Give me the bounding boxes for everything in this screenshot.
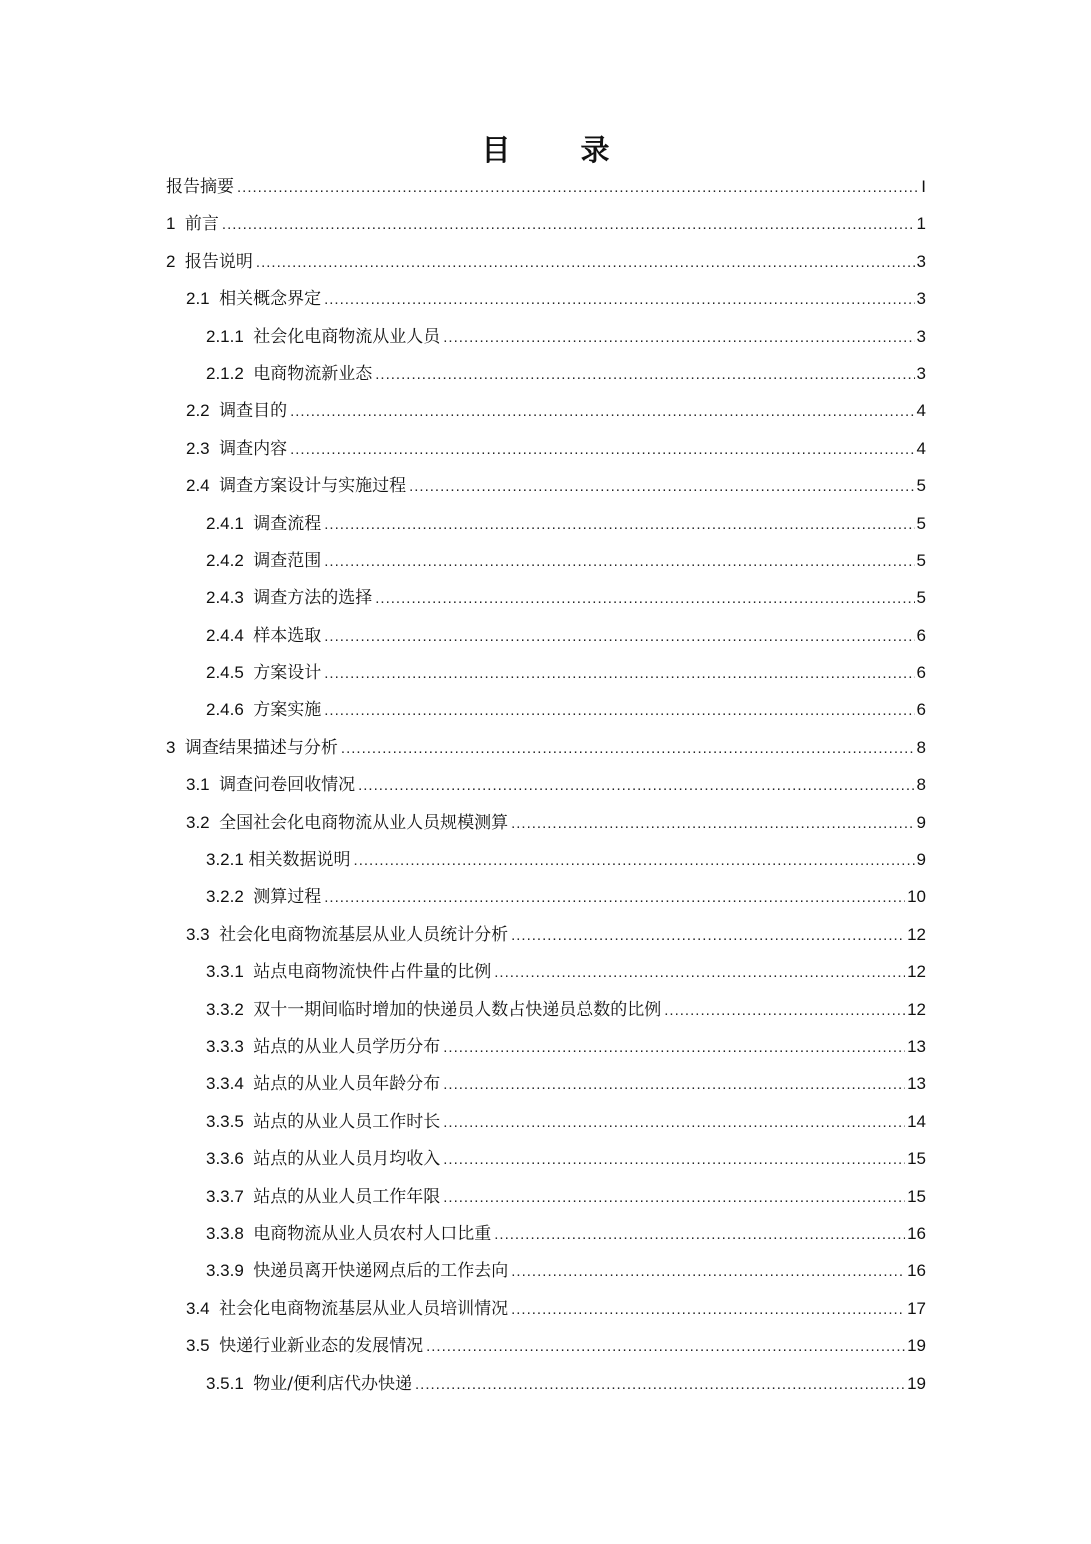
toc-entry-number: 3.3.3: [206, 1036, 254, 1056]
toc-entry-row: [166, 243, 1091, 281]
toc-entry-row: [186, 804, 1091, 842]
toc-entry-row: [206, 691, 1091, 729]
toc-title: 目 录: [481, 133, 640, 167]
toc-entry-title: 调查目的: [219, 401, 288, 422]
toc-entry-page-number: 5: [916, 588, 926, 608]
toc-entry-title: 方案设计: [253, 663, 322, 684]
toc-list: [0, 168, 1091, 1402]
toc-entry-number: 2.1.2: [206, 363, 254, 383]
toc-entry-number: 3.2.2: [206, 887, 254, 907]
toc-entry-page-number: 8: [916, 775, 926, 795]
toc-entry-number: 3.5.1: [206, 1373, 254, 1393]
toc-entry[interactable]: [0, 1065, 1091, 1102]
toc-entry-title: 调查流程: [253, 513, 322, 534]
toc-entry-row: [206, 991, 1091, 1029]
toc-entry-number: 2.4.6: [206, 700, 254, 720]
dot-leader: [494, 954, 905, 991]
toc-entry-title: 调查结果描述与分析: [184, 737, 338, 758]
toc-entry-page-number: 5: [916, 513, 926, 533]
toc-entry-row: [206, 1103, 1091, 1141]
toc-entry[interactable]: [0, 430, 1091, 467]
toc-entry-row: [166, 729, 1091, 767]
dot-leader: [324, 655, 914, 692]
toc-entry-number: 3.3: [186, 924, 220, 944]
toc-entry-row: [166, 205, 1091, 243]
toc-entry[interactable]: [0, 654, 1091, 691]
dot-leader: [222, 206, 915, 243]
toc-entry[interactable]: [0, 505, 1091, 542]
toc-entry-row: [186, 916, 1091, 954]
toc-entry[interactable]: [0, 1215, 1091, 1252]
toc-entry-title: 报告说明: [184, 251, 253, 272]
dot-leader: [443, 1029, 905, 1066]
toc-entry-title: 相关概念界定: [219, 289, 322, 310]
dot-leader: [443, 319, 914, 356]
toc-entry[interactable]: [0, 318, 1091, 355]
toc-entry-page-number: 9: [916, 812, 926, 832]
toc-entry-page-number: 12: [907, 962, 926, 982]
toc-entry[interactable]: [0, 579, 1091, 616]
toc-entry-page-number: 5: [916, 550, 926, 570]
toc-entry-number: 2.4.1: [206, 513, 254, 533]
toc-entry-number: 2.4.5: [206, 663, 254, 683]
toc-entry-title: 报告摘要: [166, 177, 234, 197]
toc-entry[interactable]: [0, 1140, 1091, 1177]
toc-entry-number: 2.4.4: [206, 625, 254, 645]
toc-entry-page-number: 6: [916, 663, 926, 683]
toc-entry-page-number: 12: [907, 924, 926, 944]
toc-entry-title: 双十一期间临时增加的快递员人数占快递员总数的比例: [253, 999, 662, 1020]
toc-entry-row: [206, 841, 1091, 879]
toc-entry-title: 社会化电商物流从业人员: [253, 326, 441, 347]
dot-leader: [375, 580, 914, 617]
toc-entry-row: [186, 467, 1091, 505]
toc-entry-title: 社会化电商物流基层从业人员培训情况: [219, 1298, 509, 1319]
toc-entry-page-number: 10: [907, 887, 926, 907]
toc-entry-title: 测算过程: [253, 887, 322, 908]
toc-entry-row: [186, 1290, 1091, 1328]
dot-leader: [324, 543, 914, 580]
dot-leader: [324, 506, 914, 543]
toc-entry-title: 站点的从业人员工作时长: [253, 1111, 441, 1132]
toc-entry-title: 站点电商物流快件占件量的比例: [253, 962, 492, 983]
dot-leader: [324, 618, 914, 655]
toc-entry-title: 电商物流从业人员农村人口比重: [253, 1223, 492, 1244]
toc-entry-title: 物业/便利店代办快递: [253, 1373, 412, 1394]
dot-leader: [443, 1141, 905, 1178]
toc-entry-title: 电商物流新业态: [253, 363, 373, 384]
toc-entry-row: [206, 1140, 1091, 1178]
toc-entry-number: 3.5: [186, 1336, 220, 1356]
toc-entry-page-number: 6: [916, 700, 926, 720]
toc-entry-page-number: 16: [907, 1223, 926, 1243]
toc-entry-title: 站点的从业人员年龄分布: [253, 1074, 441, 1095]
toc-entry[interactable]: [0, 1028, 1091, 1065]
toc-entry-row: [206, 1365, 1091, 1403]
toc-entry-number: 2.3: [186, 438, 220, 458]
toc-entry-row: [206, 542, 1091, 580]
toc-entry[interactable]: [0, 916, 1091, 953]
toc-entry-page-number: 19: [907, 1373, 926, 1393]
toc-entry-number: 3.3.7: [206, 1186, 254, 1206]
dot-leader: [290, 393, 914, 430]
toc-entry-title: 快递员离开快递网点后的工作去向: [253, 1261, 509, 1282]
toc-entry-row: [186, 280, 1091, 318]
toc-entry-title: 调查范围: [253, 550, 322, 571]
toc-entry-page-number: 13: [907, 1036, 926, 1056]
toc-entry-page-number: 3: [916, 289, 926, 309]
toc-entry-page-number: 15: [907, 1149, 926, 1169]
toc-entry-page-number: 14: [907, 1111, 926, 1131]
toc-entry-number: 3.1: [186, 775, 220, 795]
toc-entry-title: 调查方案设计与实施过程: [219, 476, 407, 497]
toc-entry-row: [186, 766, 1091, 804]
dot-leader: [324, 692, 914, 729]
toc-entry-row: [186, 1327, 1091, 1365]
toc-entry-page-number: 19: [907, 1336, 926, 1356]
toc-entry-title: 站点的从业人员学历分布: [253, 1036, 441, 1057]
toc-entry-title: 站点的从业人员工作年限: [253, 1186, 441, 1207]
toc-entry-page-number: 4: [916, 401, 926, 421]
toc-entry[interactable]: [0, 729, 1091, 766]
toc-entry-title: 方案实施: [253, 700, 322, 721]
toc-entry-number: 3.3.5: [206, 1111, 254, 1131]
toc-entry-page-number: 4: [916, 438, 926, 458]
toc-entry[interactable]: [0, 1327, 1091, 1364]
toc-entry-row: [186, 392, 1091, 430]
dot-leader: [511, 917, 905, 954]
toc-entry-title: 调查问卷回收情况: [219, 775, 356, 796]
toc-entry[interactable]: [0, 617, 1091, 654]
toc-entry-page-number: 12: [907, 999, 926, 1019]
toc-entry-row: [186, 430, 1091, 468]
dot-leader: [375, 356, 914, 393]
dot-leader: [664, 992, 905, 1029]
toc-entry-row: [206, 355, 1091, 393]
toc-entry[interactable]: [0, 1290, 1091, 1327]
toc-entry-number: 3.3.2: [206, 999, 254, 1019]
toc-entry-number: 2.2: [186, 401, 220, 421]
toc-entry-page-number: 3: [916, 251, 926, 271]
toc-entry[interactable]: [0, 1178, 1091, 1215]
toc-entry-row: [206, 579, 1091, 617]
toc-entry[interactable]: [0, 243, 1091, 280]
toc-entry-row: [206, 878, 1091, 916]
toc-entry-row: [206, 1252, 1091, 1290]
toc-entry-number: 3.2: [186, 812, 220, 832]
toc-entry-page-number: 9: [916, 850, 926, 870]
dot-leader: [511, 1291, 905, 1328]
toc-entry-title: 调查内容: [219, 438, 288, 459]
toc-entry-row: [206, 617, 1091, 655]
dot-leader: [494, 1216, 905, 1253]
toc-entry-number: 3.4: [186, 1298, 220, 1318]
toc-entry[interactable]: [0, 766, 1091, 803]
dot-leader: [237, 169, 919, 206]
toc-entry-number: 2.1: [186, 289, 220, 309]
toc-entry-title: 前言: [184, 214, 219, 235]
toc-entry-number: 3.3.4: [206, 1074, 254, 1094]
toc-entry[interactable]: [0, 878, 1091, 915]
dot-leader: [415, 1366, 905, 1403]
toc-entry-row: [206, 1178, 1091, 1216]
toc-entry[interactable]: [0, 280, 1091, 317]
toc-entry-row: [206, 953, 1091, 991]
toc-entry-number: 2.4: [186, 476, 220, 496]
toc-entry-number: 3.2.1: [206, 850, 249, 870]
toc-entry-page-number: 3: [916, 363, 926, 383]
toc-entry-row: [166, 168, 1091, 206]
toc-entry[interactable]: [0, 691, 1091, 728]
toc-entry-row: [206, 1065, 1091, 1103]
toc-entry-number: 3: [166, 737, 185, 757]
toc-entry[interactable]: [0, 355, 1091, 392]
toc-entry-title: 社会化电商物流基层从业人员统计分析: [219, 924, 509, 945]
toc-entry[interactable]: [0, 1103, 1091, 1140]
toc-entry[interactable]: [0, 804, 1091, 841]
toc-entry-row: [206, 1028, 1091, 1066]
toc-entry[interactable]: [0, 392, 1091, 429]
toc-entry-page-number: 6: [916, 625, 926, 645]
dot-leader: [358, 767, 914, 804]
toc-entry-row: [206, 1215, 1091, 1253]
toc-entry-number: 3.3.8: [206, 1223, 254, 1243]
dot-leader: [511, 1253, 905, 1290]
dot-leader: [324, 879, 905, 916]
toc-entry-number: 3.3.1: [206, 962, 254, 982]
toc-entry[interactable]: [0, 1365, 1091, 1402]
dot-leader: [426, 1328, 905, 1365]
dot-leader: [256, 244, 915, 281]
toc-entry[interactable]: [0, 542, 1091, 579]
dot-leader: [324, 281, 914, 318]
toc-entry-number: 3.3.6: [206, 1149, 254, 1169]
toc-entry[interactable]: [0, 467, 1091, 504]
toc-entry[interactable]: [0, 953, 1091, 990]
toc-entry-title: 相关数据说明: [248, 850, 351, 871]
toc-entry-page-number: 8: [916, 737, 926, 757]
dot-leader: [409, 468, 914, 505]
toc-entry-page-number: 3: [916, 326, 926, 346]
toc-entry-title: 调查方法的选择: [253, 588, 373, 609]
toc-entry[interactable]: [0, 841, 1091, 878]
toc-entry-number: 1: [166, 214, 185, 234]
toc-entry-title: 快递行业新业态的发展情况: [219, 1336, 424, 1357]
toc-entry-page-number: 1: [916, 214, 926, 234]
toc-entry[interactable]: [0, 205, 1091, 242]
toc-entry-number: 3.3.9: [206, 1261, 254, 1281]
toc-entry-number: 2: [166, 251, 185, 271]
toc-entry-page-number: I: [921, 177, 926, 196]
toc-entry-title: 全国社会化电商物流从业人员规模测算: [219, 812, 509, 833]
toc-entry-page-number: 5: [916, 476, 926, 496]
toc-entry[interactable]: [0, 168, 1091, 205]
dot-leader: [354, 842, 915, 879]
toc-entry-page-number: 17: [907, 1298, 926, 1318]
toc-entry[interactable]: [0, 991, 1091, 1028]
dot-leader: [290, 431, 914, 468]
toc-entry-number: 2.4.3: [206, 588, 254, 608]
toc-entry-number: 2.4.2: [206, 550, 254, 570]
toc-entry-page-number: 15: [907, 1186, 926, 1206]
dot-leader: [443, 1104, 905, 1141]
dot-leader: [511, 805, 914, 842]
toc-entry-row: [206, 318, 1091, 356]
toc-entry-row: [206, 505, 1091, 543]
toc-entry-row: [206, 654, 1091, 692]
toc-entry-title: 样本选取: [253, 625, 322, 646]
toc-entry-page-number: 13: [907, 1074, 926, 1094]
dot-leader: [341, 730, 915, 767]
dot-leader: [443, 1179, 905, 1216]
toc-entry-title: 站点的从业人员月均收入: [253, 1149, 441, 1170]
toc-entry-number: 2.1.1: [206, 326, 254, 346]
toc-entry-page-number: 16: [907, 1261, 926, 1281]
toc-entry[interactable]: [0, 1252, 1091, 1289]
dot-leader: [443, 1066, 905, 1103]
